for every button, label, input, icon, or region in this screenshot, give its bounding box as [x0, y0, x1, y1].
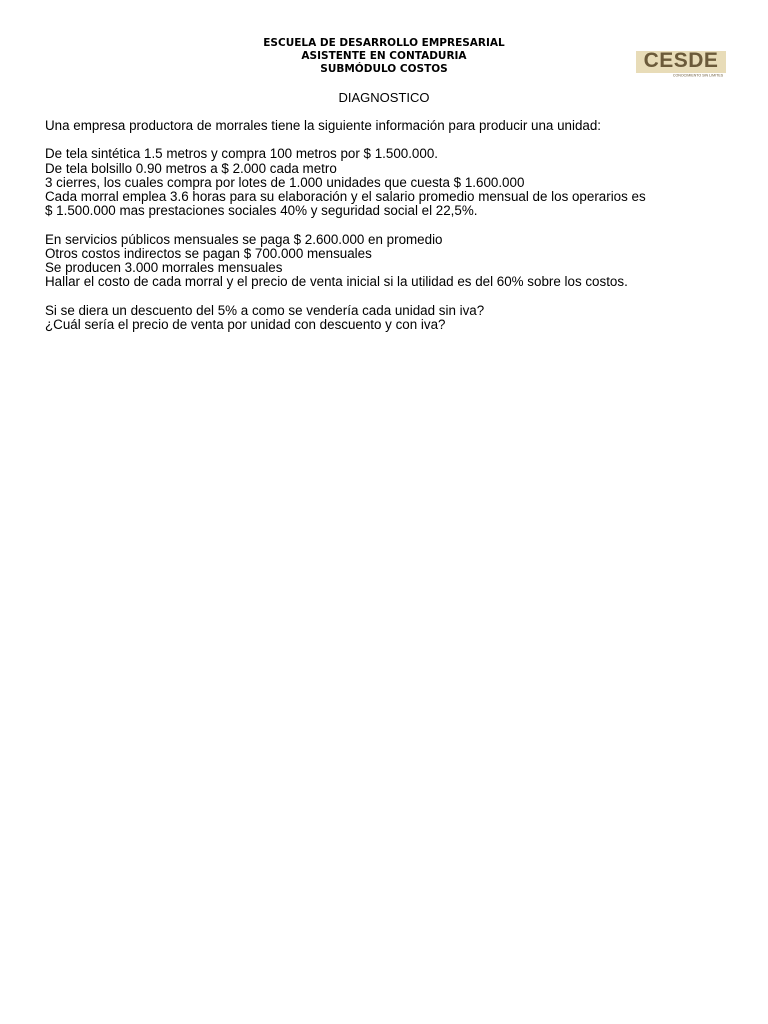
question-line: Si se diera un descuento del 5% a como se vendería cada unidad sin iva? [45, 302, 485, 318]
intro-paragraph [45, 119, 745, 133]
cost-line: $ 1.500.000 mas prestaciones sociales 40% y seguridad social el 22,5%. [45, 203, 478, 219]
module-name: SUBMÓDULO COSTOS [320, 63, 448, 75]
overhead-line: Se producen 3.000 morrales mensuales [45, 260, 283, 275]
cost-line: De tela bolsillo 0.90 metros a $ 2.000 cada metro [45, 160, 337, 176]
program-name: ASISTENTE EN CONTADURIA [301, 50, 467, 62]
document-title: DIAGNOSTICO [338, 90, 430, 105]
overhead-line: Otros costos indirectos se pagan $ 700.000 mensuales [45, 245, 372, 261]
cesde-logo-graphic [636, 44, 726, 78]
logo-tagline: CONOCIMIENTO SIN LIMITES [672, 73, 724, 78]
overhead-line: Hallar el costo de cada morral y el precio de venta inicial si la utilidad es del 60% sobre los costos. [45, 274, 628, 290]
document-body [45, 119, 745, 346]
question-line: ¿Cuál sería el precio de venta por unidad con descuento y con iva? [45, 316, 446, 332]
overhead-paragraph [45, 233, 745, 290]
costs-paragraph [45, 147, 745, 218]
cesde-logo [636, 44, 726, 78]
questions-paragraph [45, 304, 745, 332]
intro-text: Una empresa productora de morrales tiene la siguiente información para producir una unidad: [45, 118, 602, 133]
cost-line: 3 cierres, los cuales compra por lotes de 1.000 unidades que cuesta $ 1.600.000 [45, 174, 525, 190]
cost-line: Cada morral emplea 3.6 horas para su elaboración y el salario promedio mensual de los operarios es [45, 189, 646, 204]
overhead-line: En servicios públicos mensuales se paga $ 2.600.000 en promedio [45, 231, 443, 247]
logo-wordmark: CESDE [643, 49, 719, 72]
school-name: ESCUELA DE DESARROLLO EMPRESARIAL [263, 37, 505, 49]
cost-line: De tela sintética 1.5 metros y compra 100 metros por $ 1.500.000. [45, 146, 438, 162]
